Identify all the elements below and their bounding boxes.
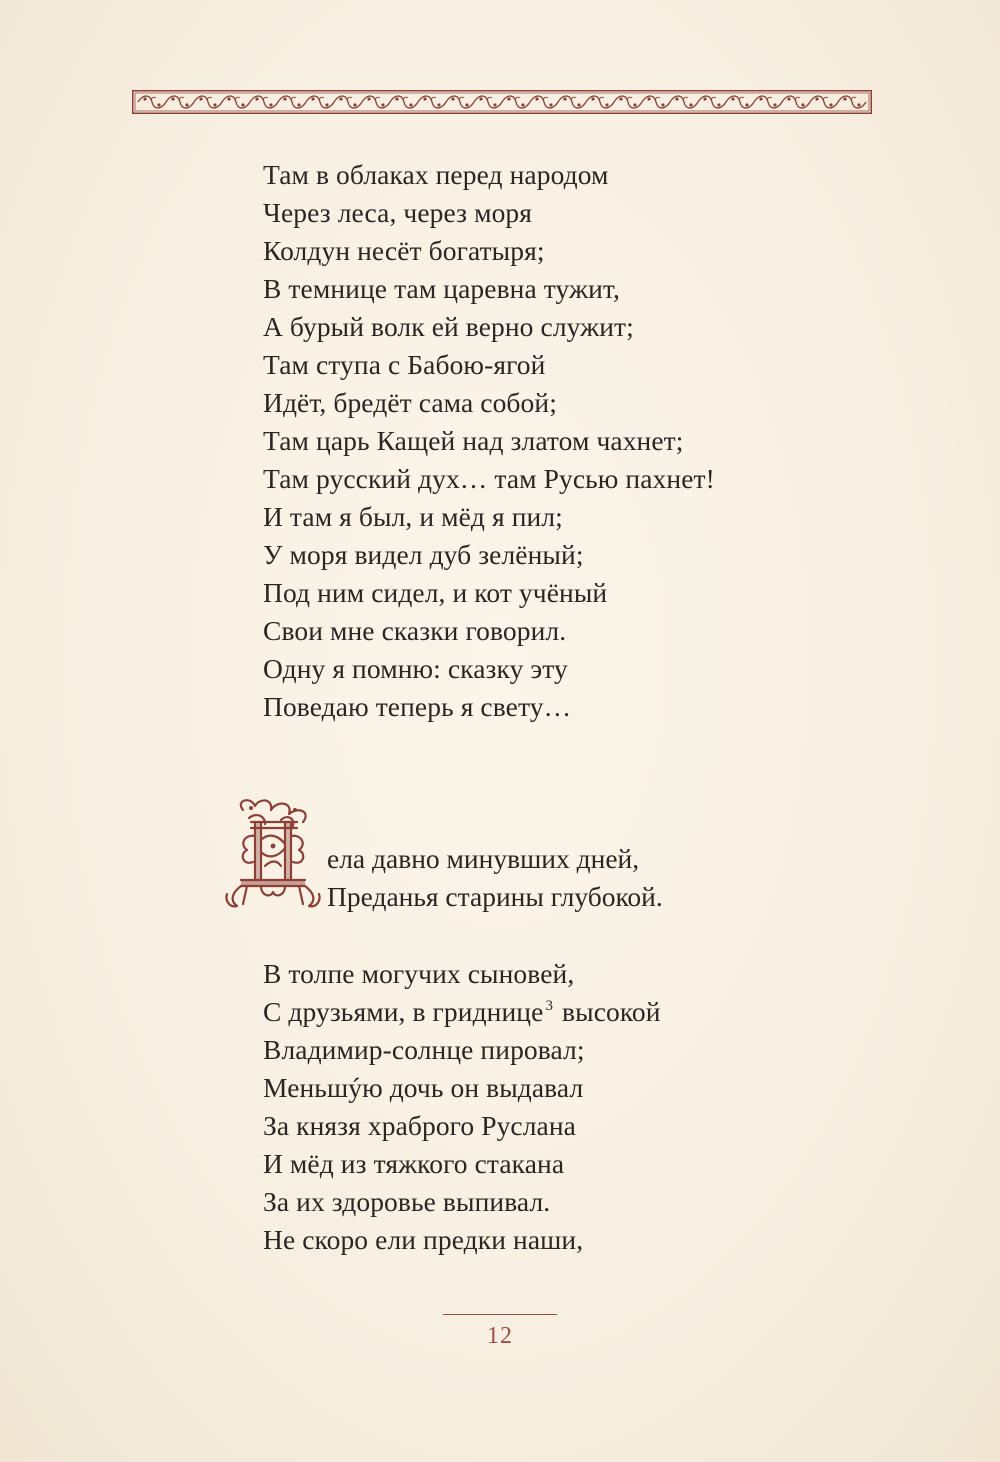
verse-line: ела давно минувших дней, [327, 843, 640, 874]
verse-line: Поведаю теперь я свету… [263, 691, 572, 722]
floral-border-icon [132, 90, 872, 114]
verse-line: А бурый волк ей верно служит; [263, 311, 634, 342]
verse-line: Там ступа с Бабою-ягой [263, 349, 546, 380]
stanza-prologue [263, 156, 715, 726]
verse-line: Там русский дух… там Русью пахнет! [263, 463, 715, 494]
verse-line: Колдун несёт богатыря; [263, 235, 545, 266]
verse-line: Там в облаках перед народом [263, 159, 609, 190]
verse-line: В темнице там царевна тужит, [263, 273, 620, 304]
verse-line: И там я был, и мёд я пил; [263, 501, 563, 532]
verse-line: У моря видел дуб зелёный; [263, 539, 584, 570]
verse-line: В толпе могучих сыновей, [263, 958, 575, 989]
verse-line: За их здоровье выпивал. [263, 1186, 551, 1217]
verse-line: Не скоро ели предки наши, [263, 1224, 584, 1255]
verse-line: Под ним сидел, и кот учёный [263, 577, 608, 608]
stanza-feast [263, 955, 661, 1259]
stanza-opening [327, 840, 663, 916]
verse-line: Там царь Кащей над златом чахнет; [263, 425, 684, 456]
footnote-marker[interactable]: 3 [545, 998, 554, 1014]
page-number: 12 [487, 1323, 513, 1349]
verse-line: Одну я помню: сказку эту [263, 653, 568, 684]
verse-line: Меньшýю дочь он выдавал [263, 1072, 584, 1103]
ornamental-dropcap-icon [221, 796, 321, 912]
verse-line-with-footnote [263, 993, 661, 1031]
verse-line: Идёт, бредёт сама собой; [263, 387, 557, 418]
verse-line: Преданья старины глубокой. [327, 881, 663, 912]
verse-line: И мёд из тяжкого стакана [263, 1148, 565, 1179]
verse-line: За князя храброго Руслана [263, 1110, 576, 1141]
verse-text: С друзьями, в гриднице [263, 996, 544, 1027]
verse-line: Через леса, через моря [263, 197, 533, 228]
verse-line: Владимир-солнце пировал; [263, 1034, 585, 1065]
verse-line: Свои мне сказки говорил. [263, 615, 567, 646]
verse-text: высокой [562, 996, 661, 1027]
footer-divider [443, 1314, 557, 1315]
